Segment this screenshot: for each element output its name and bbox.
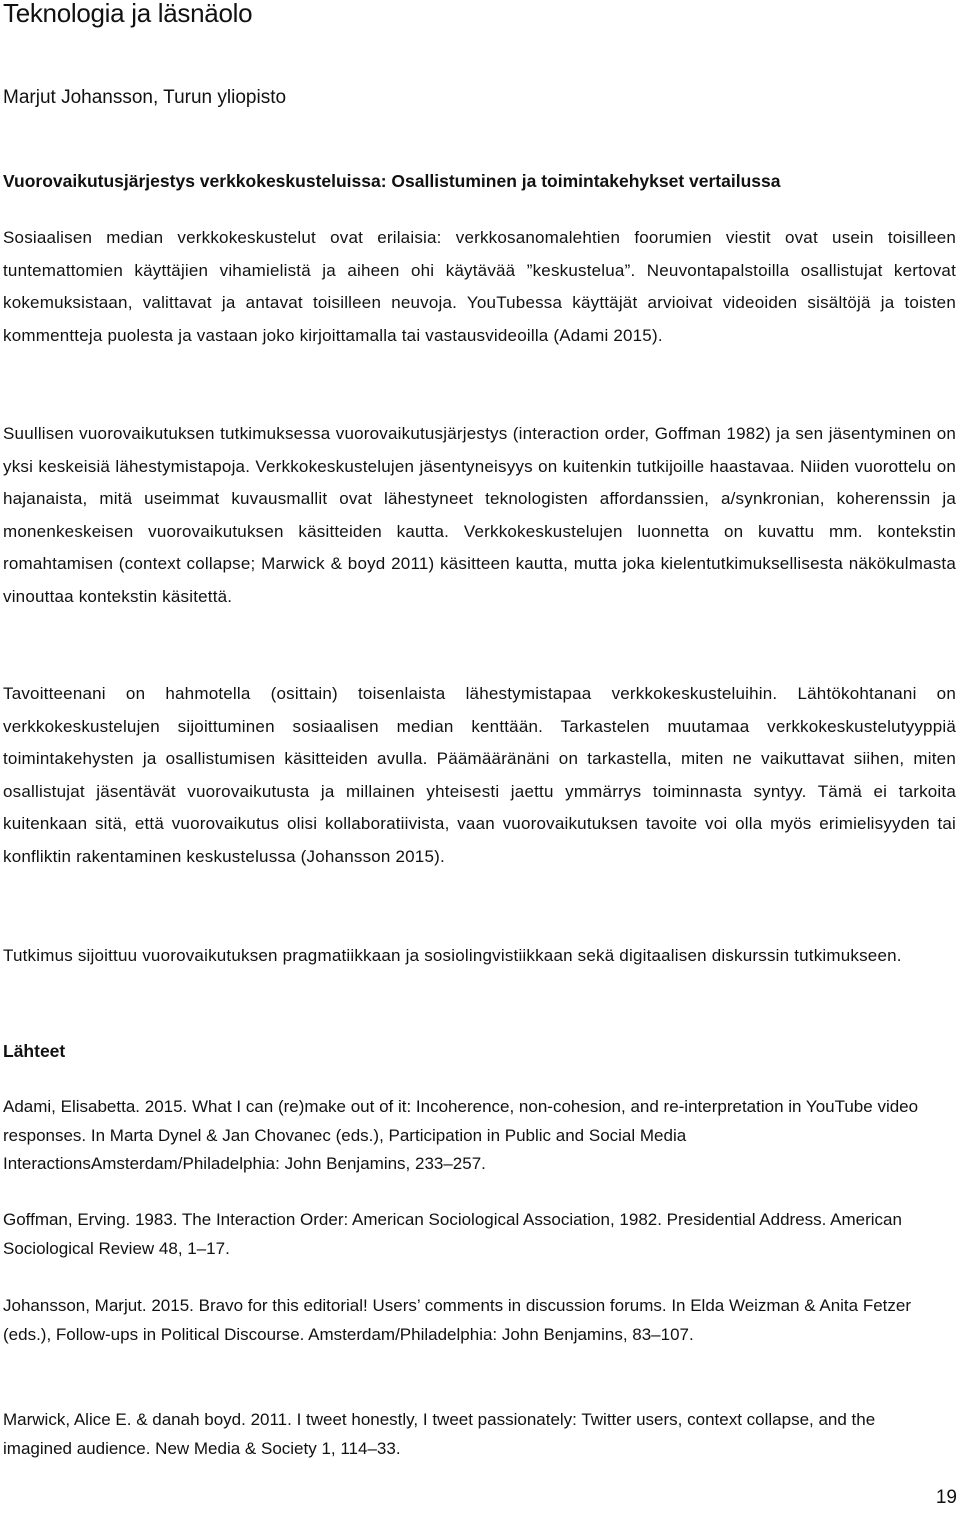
- section-heading: Vuorovaikutusjärjestys verkkokeskusteluissa: Osallistuminen ja toimintakehykset vertailussa: [3, 171, 781, 191]
- reference-item: Johansson, Marjut. 2015. Bravo for this editorial! Users’ comments in discussion forums. In Elda Weizman & Anita Fetzer (eds.), Follow-ups in Political Discourse. Amsterdam/Philadelphia: John Benjamins, 83–107.: [3, 1296, 911, 1344]
- page-number: 19: [935, 1487, 957, 1508]
- author-line: Marjut Johansson, Turun yliopisto: [3, 87, 287, 108]
- body-paragraph-2: Suullisen vuorovaikutuksen tutkimuksessa vuorovaikutusjärjestys (interaction order, Goffman 1982) ja sen jäsentyminen on yksi keskeisiä lähestymistapoja. Verkkokeskustelujen jäsentyneisyys on kuitenkin tutkijoille haastavaa. Niiden vuorottelu on hajanaista, mitä useimmat kuvausmallit ovat lähestyneet teknologisten affordanssien, a/synkronian, koherenssin ja monenkeskeisen vuorovaikutuksen käsitteiden kautta. Verkkokeskustelujen luonnetta on kuvattu mm. kontekstin romahtamisen (context collapse; Marwick & boyd 2011) käsitteen kautta, mutta joka kielentutkimuksellisesta näkökulmasta vinouttaa kontekstin käsitettä.: [3, 424, 956, 606]
- page-title: Teknologia ja läsnäolo: [3, 0, 253, 28]
- reference-item: Goffman, Erving. 1983. The Interaction Order: American Sociological Association, 1982. Presidential Address. American Sociological Review 48, 1–17.: [3, 1210, 902, 1258]
- body-paragraph-4: Tutkimus sijoittuu vuorovaikutuksen pragmatiikkaan ja sosiolingvistiikkaan sekä digitaalisen diskurssin tutkimukseen.: [3, 946, 902, 965]
- reference-item: Adami, Elisabetta. 2015. What I can (re)make out of it: Incoherence, non-cohesion, and re-interpretation in YouTube video responses. In Marta Dynel & Jan Chovanec (eds.), Participation in Public and Social Media InteractionsAmsterdam/Philadelphia: John Benjamins, 233–257.: [3, 1097, 919, 1173]
- body-paragraph-3: Tavoitteenani on hahmotella (osittain) toisenlaista lähestymistapaa verkkokeskusteluihin. Lähtökohtanani on verkkokeskustelujen sijoittuminen sosiaalisen median kenttään. Tarkastelen muutamaa verkkokeskustelutyyppiä toimintakehysten ja osallistumisen käsitteiden avulla. Päämääränäni on tarkastella, miten ne vaikuttavat siihen, miten osallistujat jäsentävät vuorovaikutusta ja millainen yhteisesti jaettu ymmärrys toiminnasta syntyy. Tämä ei tarkoita kuitenkaan sitä, että vuorovaikutus olisi kollaboratiivista, vaan vuorovaikutuksen tavoite voi olla myös erimielisyyden tai konfliktin rakentaminen keskustelussa (Johansson 2015).: [3, 684, 956, 866]
- reference-item: Marwick, Alice E. & danah boyd. 2011. I tweet honestly, I tweet passionately: Twitter users, context collapse, and the imagined audience. New Media & Society 1, 114–33.: [3, 1410, 876, 1458]
- references-heading: Lähteet: [3, 1041, 66, 1061]
- body-paragraph-1: Sosiaalisen median verkkokeskustelut ovat erilaisia: verkkosanomalehtien foorumien viestit ovat usein toisilleen tuntemattomien käyttäjien vihamielistä ja aiheen ohi käytävää ”keskustelua”. Neuvontapalstoilla osallistujat kertovat kokemuksistaan, valittavat ja antavat toisilleen neuvoja. YouTubessa käyttäjät arvioivat videoiden sisältöjä ja toisten kommentteja puolesta ja vastaan joko kirjoittamalla tai vastausvideoilla (Adami 2015).: [3, 228, 956, 345]
